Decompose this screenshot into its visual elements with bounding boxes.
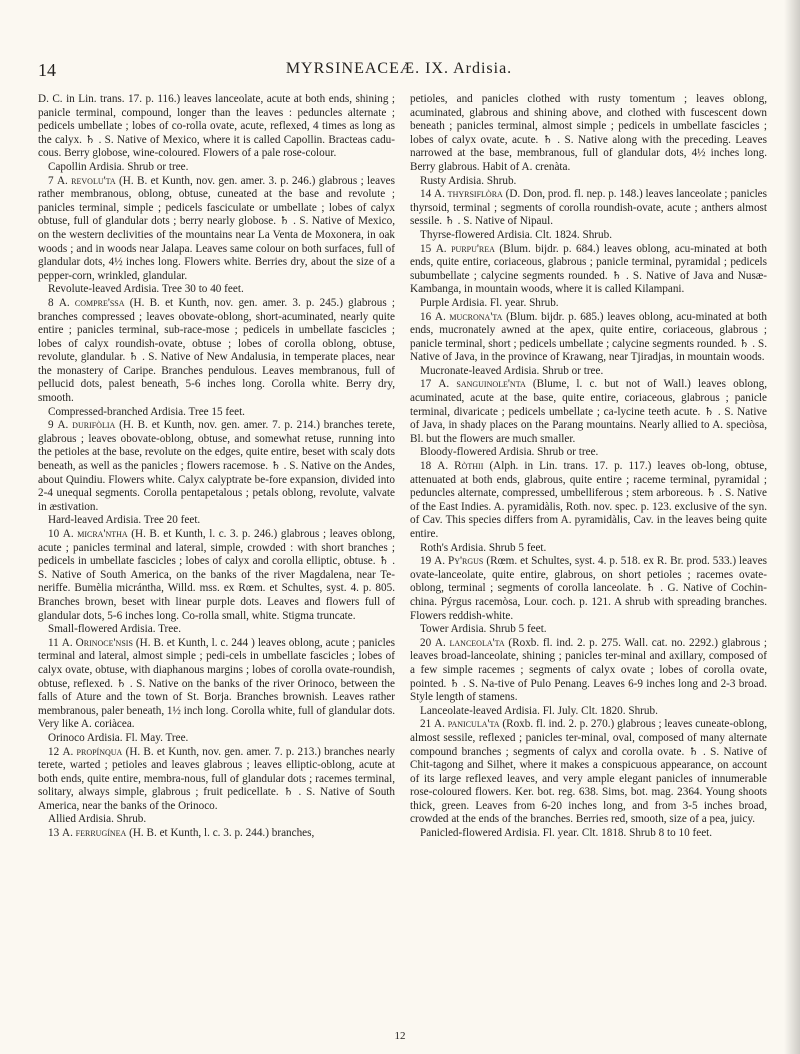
- species-description: (H. B. et Kunth, nov. gen. amer. 3. p. 245.) glabrous ; branches compressed ; leaves obovate-oblong, short-acuminated, nearly quite entire ; panicles terminal, sub-race-mose ; pedicels in umbellate fascicles ; lobes of calyx roundish-ovate, obtuse ; lobes of corolla oblong, obtuse, revolute, glandular. ♄ . S. Native of New Andalusia, in temperate places, near the monastery of Caripe. Branches pendulous. Leaves membranous, full of pellucid dots, palest beneath, 5-6 inches long. Corolla white. Berry dry, smooth.: [38, 296, 395, 405]
- common-name-line: Hard-leaved Ardisia. Tree 20 feet.: [48, 514, 201, 527]
- species-number: 16: [420, 310, 432, 323]
- species-description: (H. B. et Kunth, l. c. 3. p. 244.) branches,: [129, 827, 315, 840]
- common-name-line: Rusty Ardisia. Shrub.: [420, 174, 517, 187]
- common-name-line: Orinoco Ardisia. Fl. May. Tree.: [48, 731, 189, 744]
- continued-text: petioles, and panicles clothed with rusty tomentum ; leaves oblong, acuminated, glabrous and shining above, and clothed with fuscescent down beneath ; panicles terminal, almost simple ; pedicels in umbellate fascicles ; lobes of calyx ovate, acute. ♄ . S. Native along with the preceding. Leaves narrowed at the base, membranous, full of glandular dots, 4½ inches long. Berry glabrous. Habit of A. crenàta.: [410, 93, 767, 173]
- species-number: 21: [420, 718, 432, 731]
- common-name-line: Purple Ardisia. Fl. year. Shrub.: [420, 296, 559, 309]
- common-name-line: Mucronate-leaved Ardisia. Shrub or tree.: [420, 364, 604, 377]
- species-description: (H. B. et Kunth, l. c. 244 ) leaves oblong, acute ; panicles terminal and lateral, almost simple ; pedi-cels in umbellate fascicles ; lobes of calyx ovate, obtuse, with diaphanous margins ; lobes of corolla ovate-roundish, obtuse, reflexed. ♄ . S. Native on the banks of the river Orinoco, between the falls of Ature and the town of St. Borja. Branches brownish. Leaves rather membranous, paler beneath, 1½ inch long. Corolla white, full of glandular dots. Very like A. coriàcea.: [38, 636, 395, 731]
- species-name: A. durifòlia: [57, 419, 116, 432]
- species-entry: [410, 637, 767, 705]
- common-name-line: Bloody-flowered Ardisia. Shrub or tree.: [420, 446, 599, 459]
- common-name-line: Tower Ardisia. Shrub 5 feet.: [420, 623, 547, 636]
- common-name-line: Lanceolate-leaved Ardisia. Fl. July. Clt. 1820. Shrub.: [420, 704, 658, 717]
- species-number: 10: [48, 528, 60, 540]
- species-number: 8: [48, 296, 54, 309]
- species-entry: [38, 746, 395, 814]
- species-number: 9: [48, 419, 54, 432]
- species-number: 18: [420, 460, 432, 473]
- species-name: A. propínqua: [62, 745, 123, 758]
- common-name-line: Roth's Ardisia. Shrub 5 feet.: [420, 541, 547, 554]
- species-description: (Roxb. fl. ind. 2. p. 270.) glabrous ; leaves cuneate-oblong, almost sessile, reflexed ; panicles ter-minal, oval, composed of many alternate compound branches ; segments of calyx and corolla ovate. ♄ . S. Native of Chit-tagong and Silhet, where it makes a conspicuous appearance, on account of its large reflexed leaves, and very ample elegant panicles of innumerable rose-coloured flowers. Ker. bot. reg. 638. Sims, bot. mag. 2364. Young shoots thick, green. Leaves from 6-20 inches long, and from 3-5 inches broad, crowded at the ends of the branches. Berries red, smooth, size of a pea, juicy.: [410, 718, 767, 826]
- species-number: 19: [420, 555, 432, 568]
- species-name: A. Orinoce'nsis: [61, 636, 133, 649]
- species-name: A. compre'ssa: [58, 296, 125, 309]
- signature-mark: 12: [394, 1030, 406, 1042]
- species-name: A. thyrsiflòra: [434, 188, 503, 201]
- species-description: (H. B. et Kunth, nov. gen. amer. 7. p. 213.) branches nearly terete, warted ; petioles and leaves glabrous ; leaves elliptic-oblong, acute at both ends, quite entire, membra-nous, full of glandular dots ; racemes terminal, solitary, always simple, glabrous ; fruit pedicellate. ♄ . S. Native of South America, near the banks of the Orinoco.: [38, 745, 395, 812]
- common-name-line: Thyrse-flowered Ardisia. Clt. 1824. Shrub.: [420, 228, 613, 241]
- species-entry: [410, 188, 767, 229]
- running-head: MYRSINEACEÆ. IX. Ardisia.: [285, 60, 513, 77]
- right-column: [410, 93, 767, 1028]
- species-description: (H. B. et Kunth, nov. gen. amer. 3. p. 246.) glabrous ; leaves rather membranous, oblong, obtuse, cuneated at the base and revolute ; panicles terminal, simple ; pedicels fasciculate or umbellate ; lobes of calyx obtuse, full of glandular dots ; berry nearly globose. ♄ . S. Native of Mexico, on the western declivities of the mountains near La Venta de Moxonera, in oak woods ; and in woods near Jalapa. Leaves same colour on both surfaces, full of glandular dots, 4½ inches long. Flowers white. Berries dry, about the size of a pepper-corn, wrinkled, glandular.: [38, 174, 395, 282]
- species-name: A. ferrugínea: [61, 827, 127, 840]
- species-entry: [410, 460, 767, 542]
- species-name: A. lanceola'ta: [434, 636, 505, 649]
- common-name-line: Capollin Ardisia. Shrub or tree.: [48, 160, 189, 173]
- species-entry: [410, 378, 767, 446]
- species-description: (Alph. in Lin. trans. 17. p. 117.) leaves ob-long, obtuse, attenuated at both ends, glabrous, quite entire ; raceme terminal, pyramidal ; peduncles alternate, compressed, umbelliferous ; stem arboreous. ♄ . S. Native of the East Indies. A. pyramidàlis, Roth. nov. spec. p. 123. exclusive of the syn. of Cav. This species differs from A. pyramidàlis, Cav. in the leaves being quite entire.: [410, 460, 767, 540]
- page-header: [38, 60, 760, 84]
- common-name-line: Allied Ardisia. Shrub.: [48, 813, 147, 826]
- species-entry: [38, 827, 395, 841]
- page-edge-shadow: [784, 0, 800, 1054]
- species-name: A. sanguinole'nta: [438, 378, 526, 391]
- species-number: 12: [48, 745, 60, 758]
- species-number: 15: [420, 242, 432, 255]
- species-entry: [410, 555, 767, 623]
- species-number: 14: [420, 188, 432, 201]
- species-name: A. panicula'ta: [434, 718, 500, 731]
- species-name: A. purpu'rea: [435, 242, 495, 255]
- species-name: A. Ròthii: [437, 460, 484, 473]
- species-description: (H. B. et Kunth, l. c. 3. p. 246.) glabrous ; leaves oblong, acute ; panicles terminal and lateral, simple, crowded : with short branches ; pedicels in umbellate fascicles ; lobes of calyx and corolla elliptic, obtuse. ♄ . S. Native of South America, on the banks of the river Magdalena, near Te-neriffe. Bumèlia micrántha, Willd. mss. ex Rœm. et Schultes, syst. 4. p. 805. Branches brown, beset with linear purple dots. Leaves and flowers full of glandular dots, 5-6 inches long. Co-rolla small, white. Stigma truncate.: [38, 528, 395, 622]
- species-name: A. Py'rgus: [434, 555, 484, 568]
- species-description: (H. B. et Kunth, nov. gen. amer. 7. p. 214.) branches terete, glabrous ; leaves obovate-oblong, obtuse, and somewhat retuse, running into the petioles at the base, revolute on the edges, quite entire, beset with scaly dots beneath, as well as the panicles ; flowers racemose. ♄ . S. Native on the Andes, about Quindiu. Flowers white. Calyx calyptrate be-fore expansion, divided into 2-4 unequal segments. Corolla pentapetalous ; petals oblong, revolute, valvate in æstivation.: [38, 419, 395, 513]
- species-entry: [410, 718, 767, 827]
- text-columns: [38, 93, 770, 1028]
- common-name-line: Compressed-branched Ardisia. Tree 15 feet.: [48, 405, 245, 418]
- species-description: (Blume, l. c. but not of Wall.) leaves oblong, acuminated, acute at the base, quite entire, coriaceous, glabrous ; panicle terminal, divaricate ; pedicels umbellate ; ca-lycine teeth acute. ♄ . S. Native of Java, in shady places on the Parang mountains. Nearly allied to A. speciòsa, Bl. but the flowers are much smaller.: [410, 378, 767, 445]
- page-number: 14: [38, 60, 56, 80]
- common-name-line: Panicled-flowered Ardisia. Fl. year. Clt. 1818. Shrub 8 to 10 feet.: [420, 827, 713, 840]
- species-name: A. mucrona'ta: [434, 310, 503, 323]
- species-entry: [38, 637, 395, 732]
- left-column: [38, 93, 395, 1028]
- species-description: (Blum. bijdr. p. 684.) leaves oblong, acu-minated at both ends, quite entire, coriaceous, glabrous ; panicle terminal, pyramidal ; pedicels subumbellate ; calycine segments rounded. ♄ . S. Native of Java and Nusæ-Kambanga, in mountain woods, where it is called Kilampani.: [410, 242, 767, 296]
- species-entry: [38, 419, 395, 514]
- species-entry: [410, 311, 767, 365]
- species-description: (Roxb. fl. ind. 2. p. 275. Wall. cat. no. 2292.) glabrous ; leaves broad-lanceolate, shining ; panicles ter-minal and axillary, composed of a few simple racemes ; segments of calyx ovate ; lobes of corolla ovate, pointed. ♄ . S. Na-tive of Pulo Penang. Leaves 6-9 inches long and 2-3 broad. Style length of stamens.: [410, 636, 767, 704]
- common-name-line: Revolute-leaved Ardisia. Tree 30 to 40 feet.: [48, 283, 244, 296]
- species-name: A. revolu'ta: [56, 174, 116, 187]
- species-entry: [38, 297, 395, 406]
- species-number: 11: [48, 636, 59, 649]
- species-number: 20: [420, 636, 432, 649]
- species-number: 17: [420, 378, 432, 391]
- species-name: A. micra'ntha: [62, 528, 128, 540]
- species-number: 7: [48, 174, 54, 187]
- common-name-line: Small-flowered Ardisia. Tree.: [48, 623, 181, 636]
- species-entry: [410, 243, 767, 297]
- species-entry: [38, 175, 395, 284]
- species-description: (Rœm. et Schultes, syst. 4. p. 518. ex R. Br. prod. 533.) leaves ovate-lanceolate, quite entire, glabrous, on short petioles ; racemes ovate-oblong, terminal ; segments of corolla lanceolate. ♄ . G. Native of Cochin-china. Pýrgus racemòsa, Lour. coch. p. 121. A shrub with spreading branches. Flowers reddish-white.: [410, 555, 767, 622]
- species-description: (D. Don, prod. fl. nep. p. 148.) leaves lanceolate ; panicles thyrsoid, terminal ; segments of corolla roundish-ovate, acute ; anthers almost sessile. ♄ . S. Native of Nipaul.: [410, 188, 767, 228]
- species-entry: [38, 528, 395, 623]
- continued-text: D. C. in Lin. trans. 17. p. 116.) leaves lanceolate, acute at both ends, shining ; panicle terminal, compound, longer than the leaves : peduncles alternate ; pedicels umbellate ; lobes of co-rolla ovate, acute, reflexed, 4 times as long as the calyx. ♄ . S. Native of Mexico, where it is called Capollin. Bracteas cadu-cous. Berry globose, wine-coloured. Flowers of a pale rose-colour.: [38, 93, 395, 160]
- species-description: (Blum. bijdr. p. 685.) leaves oblong, acu-minated at both ends, mucronately awned at the apex, quite entire, coriaceous, glabrous ; panicle terminal, short ; pedicels umbellate ; calycine segments rounded. ♄ . S. Native of Java, in the province of Krawang, near Tjiradjas, in mountain woods.: [410, 310, 767, 364]
- species-number: 13: [48, 827, 60, 840]
